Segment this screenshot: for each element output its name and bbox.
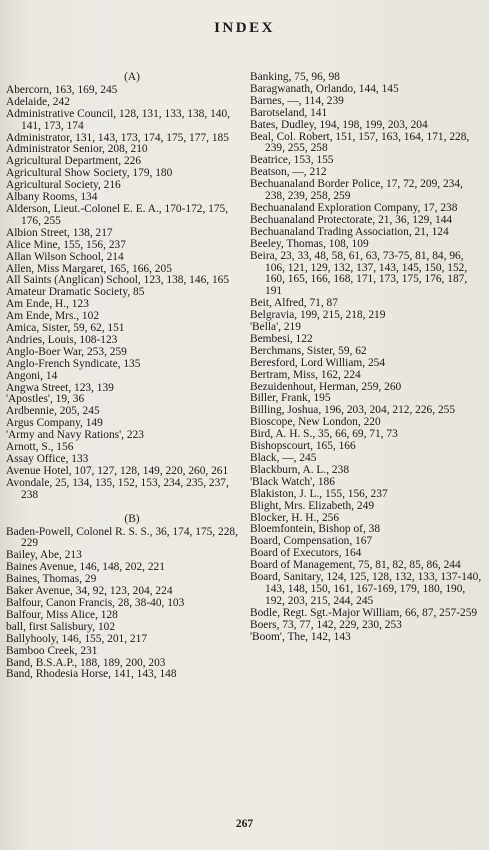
index-entry: Beal, Col. Robert, 151, 157, 163, 164, 171, 228, 239, 255, 258 [250,130,470,155]
index-entry: Blakiston, J. L., 155, 156, 237 [250,487,388,500]
index-entry: Blocker, H. H., 256 [250,511,340,524]
page-number: 267 [235,818,254,830]
index-entry: Beatson, —, 212 [250,166,327,179]
index-entry: All Saints (Anglican) School, 123, 138, 146, 165 [6,274,230,287]
index-entry: Band, B.S.A.P., 188, 189, 200, 203 [6,656,166,669]
index-entry: 'Apostles', 19, 36 [6,393,85,406]
index-entry: Avondale, 25, 134, 135, 152, 153, 234, 235, 237, 238 [6,476,229,501]
index-entry: Bishopscourt, 165, 166 [250,440,356,453]
index-entry: 'Boom', The, 142, 143 [250,630,351,643]
index-entry: Albany Rooms, 134 [6,191,98,204]
index-column-right [250,72,484,644]
index-entry: Boers, 73, 77, 142, 229, 230, 253 [250,618,402,631]
index-entry: Baines, Thomas, 29 [6,573,97,586]
index-entry: Allen, Miss Margaret, 165, 166, 205 [6,262,172,275]
index-entry: Billing, Joshua, 196, 203, 204, 212, 226, 255 [250,404,456,417]
section-spacer [6,502,242,514]
index-entry: Biller, Frank, 195 [250,392,331,405]
entry-list-right [250,72,484,644]
index-entry: Baragwanath, Orlando, 144, 145 [250,82,399,95]
index-entry: Bertram, Miss, 162, 224 [250,368,361,381]
index-entry: Balfour, Canon Francis, 28, 38-40, 103 [6,596,185,609]
index-entry: Assay Office, 133 [6,453,89,465]
index-entry: Alice Mine, 155, 156, 237 [6,238,126,251]
index-entry: Banking, 75, 96, 98 [250,71,340,83]
index-entry: 'Black Watch', 186 [250,475,335,488]
index-entry: Arnott, S., 156 [6,441,74,454]
index-entry: Bechuanaland Trading Association, 21, 124 [250,225,449,238]
index-entry: Angoni, 14 [6,369,58,382]
index-entry: Balfour, Miss Alice, 128 [6,608,118,621]
index-entry: Agricultural Department, 226 [6,155,142,168]
index-entry: Board, Sanitary, 124, 125, 128, 132, 133, 137-140, 143, 148, 150, 161, 167-169, 179, 180, 190, 192, 203, 215, 244, 245 [250,571,482,607]
index-entry: Amateur Dramatic Society, 85 [6,286,145,299]
index-entry: Am Ende, H., 123 [6,298,89,311]
index-entry: Board, Compensation, 167 [250,535,373,548]
index-entry: Bird, A. H. S., 35, 66, 69, 71, 73 [250,428,398,441]
index-entry: Abercorn, 163, 169, 245 [6,83,118,96]
index-entry: Agricultural Society, 216 [6,179,121,192]
page-title: INDEX [214,20,275,36]
index-entry: Amica, Sister, 59, 62, 151 [6,322,125,335]
index-entry: 'Bella', 219 [250,321,301,334]
index-entry: Anglo-French Syndicate, 135 [6,357,141,370]
index-entry: 'Army and Navy Rations', 223 [6,429,144,442]
index-entry: Ardbennie, 205, 245 [6,405,100,418]
index-entry: Bezuidenhout, Herman, 259, 260 [250,380,402,393]
index-entry: Albion Street, 138, 217 [6,226,113,239]
index-entry: Black, —, 245 [250,452,317,464]
index-entry: Bailey, Abe, 213 [6,549,82,562]
index-entry: Board of Management, 75, 81, 82, 85, 86, 244 [250,559,461,572]
index-entry: Bamboo Creek, 231 [6,644,98,657]
index-entry: Bechuanaland Border Police, 17, 72, 209, 234, 238, 239, 258, 259 [250,178,463,203]
index-entry: Allan Wilson School, 214 [6,250,124,263]
index-entry: Baines Avenue, 146, 148, 202, 221 [6,561,165,574]
index-entry: Alderson, Lieut.-Colonel E. E. A., 170-172, 175, 176, 255 [6,202,229,227]
index-entry: Am Ende, Mrs., 102 [6,310,100,323]
index-entry: Bloemfontein, Bishop of, 38 [250,523,381,536]
index-entry: Blight, Mrs. Elizabeth, 249 [250,499,375,512]
index-entry: Bechuanaland Protectorate, 21, 36, 129, 144 [250,213,453,226]
index-entry: Beatrice, 153, 155 [250,154,334,167]
index-entry: Andries, Louis, 108-123 [6,333,118,346]
index-entry: Beira, 23, 33, 48, 58, 61, 63, 73-75, 81, 84, 96, 106, 121, 129, 132, 137, 143, 145, 150, 152, 160, 165, 166, 168, 171, 173, 175, 176, 187, 191 [250,249,468,298]
index-entry: Bembesi, 122 [250,332,313,345]
index-entry: Beresford, Lord William, 254 [250,356,386,369]
index-entry: Board of Executors, 164 [250,547,362,560]
entry-list-b [6,527,242,682]
index-entry: Bates, Dudley, 194, 198, 199, 203, 204 [250,118,428,131]
index-column-left [6,72,242,681]
index-entry: Administrator, 131, 143, 173, 174, 175, 177, 185 [6,131,229,144]
index-entry: Baker Avenue, 34, 92, 123, 204, 224 [6,585,173,598]
index-entry: Beit, Alfred, 71, 87 [250,297,338,310]
index-entry: Ballyhooly, 146, 155, 201, 217 [6,632,148,645]
index-entry: Blackburn, A. L., 238 [250,463,350,476]
index-entry: Beeley, Thomas, 108, 109 [250,237,369,250]
index-entry: Angwa Street, 123, 139 [6,381,114,394]
index-entry: Belgravia, 199, 215, 218, 219 [250,309,386,322]
index-entry: Administrative Council, 128, 131, 133, 138, 140, 141, 173, 174 [6,107,231,132]
index-entry: Band, Rhodesia Horse, 141, 143, 148 [6,668,177,681]
index-entry: Agricultural Show Society, 179, 180 [6,167,173,180]
index-entry: Administrator Senior, 208, 210 [6,143,148,156]
index-entry: Argus Company, 149 [6,417,103,430]
index-entry: Bodle, Regt. Sgt.-Major William, 66, 87, 257-259 [250,606,478,619]
entry-list-a [6,85,242,502]
index-entry: ball, first Salisbury, 102 [6,620,116,633]
index-entry: Bechuanaland Exploration Company, 17, 238 [250,201,458,214]
index-entry: Baden-Powell, Colonel R. S. S., 36, 174, 175, 228, 229 [6,525,238,550]
index-entry: Bioscope, New London, 220 [250,416,381,429]
index-entry: Avenue Hotel, 107, 127, 128, 149, 220, 260, 261 [6,464,229,477]
section-heading-b: (B) [124,512,140,525]
index-entry: Anglo-Boer War, 253, 259 [6,345,127,358]
index-entry: Berchmans, Sister, 59, 62 [250,344,367,357]
index-entry: Adelaide, 242 [6,95,70,108]
index-entry: Barnes, —, 114, 239 [250,94,344,107]
section-heading-a: (A) [124,71,140,83]
index-entry: Barotseland, 141 [250,106,328,119]
